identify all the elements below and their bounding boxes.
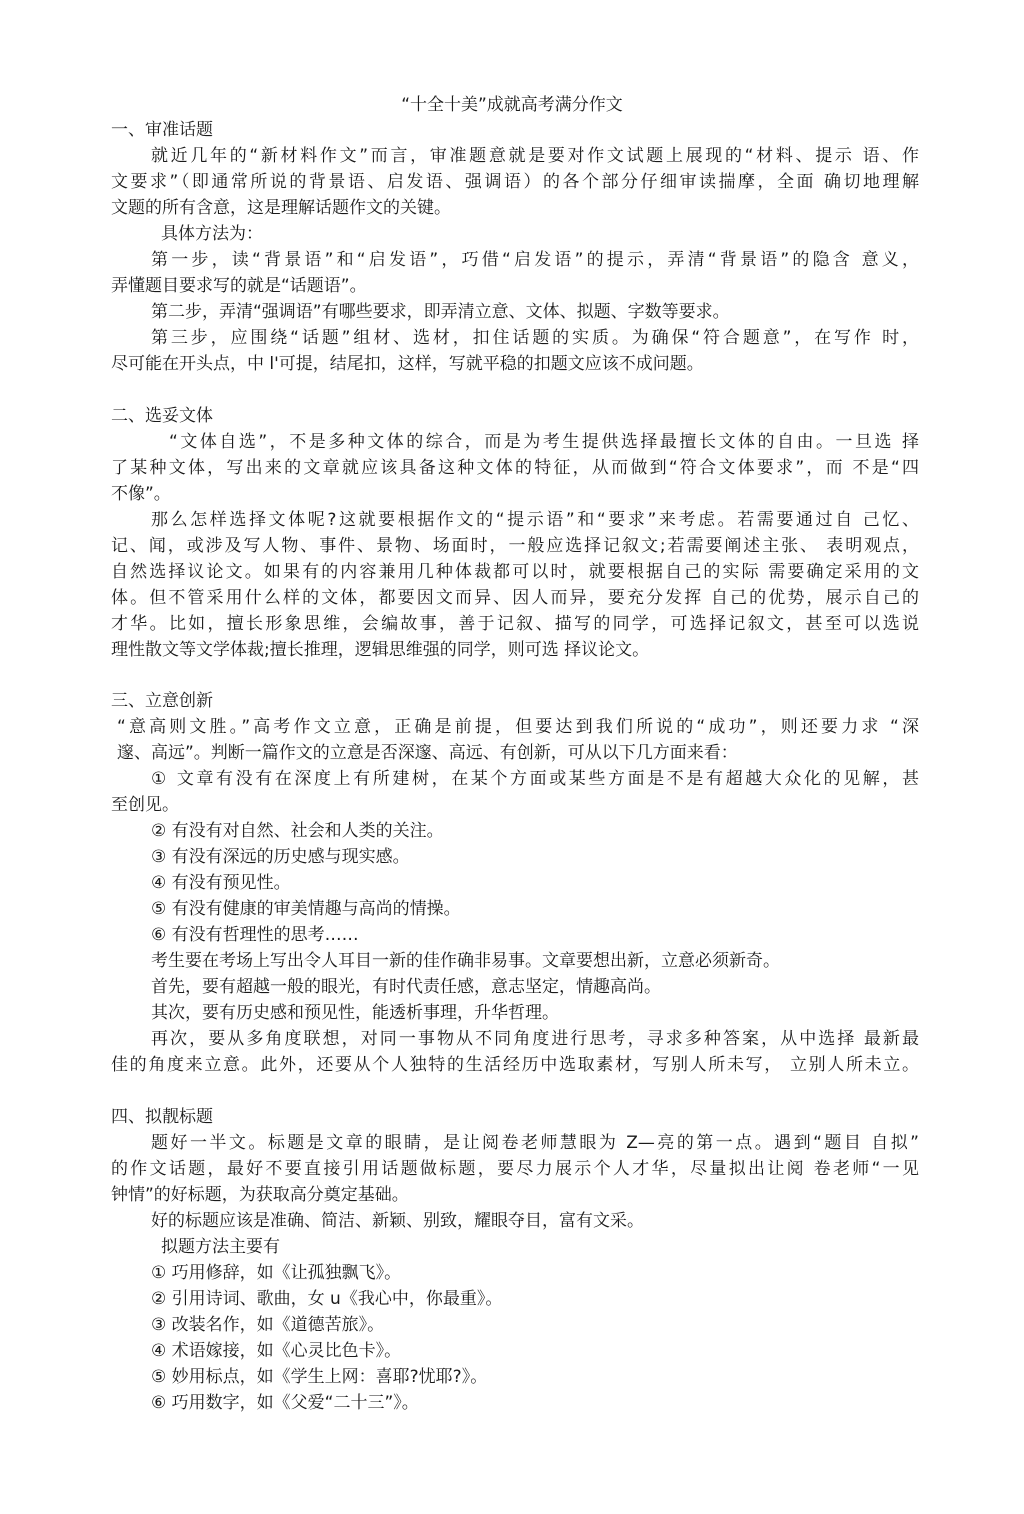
paragraph-line: 邃、高远”。判断一篇作文的立意是否深邃、高远、有创新，可从以下几方面来看：: [117, 743, 738, 763]
list-item: ⑤ 妙用标点，如《学生上网：喜耶?忧耶?》。: [151, 1367, 488, 1387]
paragraph-line: 第三步，应围绕“话题”组材、选材，扣住话题的实质。为确保“符合题意”，在写作 时，: [151, 328, 919, 348]
paragraph-line: 考生要在考场上写出令人耳目一新的佳作确非易事。文章要想出新，立意必须新奇。: [151, 951, 780, 971]
list-item: ④ 有没有预见性。: [151, 873, 291, 893]
paragraph-line: 拟题方法主要有: [161, 1237, 280, 1257]
paragraph-line: 自然选择议论文。如果有的内容兼用几种体裁都可以时，就要根据自己的实际 需要确定采用的文: [111, 562, 919, 582]
list-item: ⑥ 有没有哲理性的思考……: [151, 925, 359, 945]
paragraph-line: 佳的角度来立意。此外，还要从个人独特的生活经历中选取素材，写别人所未写， 立别人所未立。: [111, 1055, 919, 1075]
paragraph-line: 体。但不管采用什么样的文体，都要因文而异、因人而异，要充分发挥 自己的优势，展示自己的: [111, 588, 919, 608]
list-item: ③ 改装名作，如《道德苦旅》。: [151, 1315, 385, 1335]
section-heading-4: 四、拟靓标题: [111, 1107, 213, 1127]
list-item: ② 引用诗词、歌曲，女 u《我心中，你最重》。: [151, 1289, 503, 1309]
paragraph-line: 记、闻，或涉及写人物、事件、景物、场面时，一般应选择记叙文;若需要阐述主张、 表明观点，: [111, 536, 919, 556]
paragraph-line: 不像”。: [111, 484, 171, 504]
paragraph-line: 文要求”（即通常所说的背景语、启发语、强调语）的各个部分仔细审读揣摩，全面 确切地理解: [111, 172, 919, 192]
paragraph-line: 具体方法为：: [161, 224, 263, 244]
paragraph-line: 尽可能在开头点，中 l'可提，结尾扣，这样，写就平稳的扣题文应该不成问题。: [111, 354, 704, 374]
paragraph-line: 就近几年的“新材料作文”而言，审准题意就是要对作文试题上展现的“材料、提示 语、作: [151, 146, 919, 166]
paragraph-line: “文体自选”，不是多种文体的综合，而是为考生提供选择最擅长文体的自由。一旦选 择: [169, 432, 919, 452]
list-item: ④ 术语嫁接，如《心灵比色卡》。: [151, 1341, 402, 1361]
paragraph-line: 弄懂题目要求写的就是“话题语”。: [111, 276, 367, 296]
list-item: ② 有没有对自然、社会和人类的关注。: [151, 821, 444, 841]
list-item: ③ 有没有深远的历史感与现实感。: [151, 847, 410, 867]
paragraph-line: 才华。比如，擅长形象思维，会编故事，善于记叙、描写的同学，可选择记叙文，甚至可以选说: [111, 614, 919, 634]
paragraph-line: 的作文话题，最好不要直接引用话题做标题，要尽力展示个人才华，尽量拟出让阅 卷老师“一见: [111, 1159, 919, 1179]
section-heading-1: 一、审准话题: [111, 120, 213, 140]
paragraph-line: 了某种文体，写出来的文章就应该具备这种文体的特征，从而做到“符合文体要求”，而 不是“四: [111, 458, 919, 478]
paragraph-line: 其次，要有历史感和预见性，能透析事理，升华哲理。: [151, 1003, 559, 1023]
section-heading-3: 三、立意创新: [111, 691, 213, 711]
paragraph-line: 再次，要从多角度联想，对同一事物从不同角度进行思考，寻求多种答案，从中选择 最新最: [151, 1029, 919, 1049]
paragraph-line: 至创见。: [111, 795, 179, 815]
paragraph-line: ① 文章有没有在深度上有所建树，在某个方面或某些方面是不是有超越大众化的见解，甚: [151, 769, 919, 789]
paragraph-line: 钟情”的好标题，为获取高分奠定基础。: [111, 1185, 409, 1205]
list-item: ⑤ 有没有健康的审美情趣与高尚的情操。: [151, 899, 461, 919]
paragraph-line: 题好一半文。标题是文章的眼睛，是让阅卷老师慧眼为 Z—亮的第一点。遇到“题目 自拟”: [151, 1133, 919, 1153]
list-item: ① 巧用修辞，如《让孤独飘飞》。: [151, 1263, 402, 1283]
section-heading-2: 二、选妥文体: [111, 406, 213, 426]
page-title: “十全十美”成就高考满分作文: [401, 95, 623, 115]
paragraph-line: 首先，要有超越一般的眼光，有时代责任感，意志坚定，情趣高尚。: [151, 977, 661, 997]
paragraph-line: 第一步，读“背景语”和“启发语”，巧借“启发语”的提示，弄清“背景语”的隐含 意义，: [151, 250, 919, 270]
paragraph-line: 文题的所有含意，这是理解话题作文的关键。: [111, 198, 451, 218]
paragraph-line: 第二步，弄清“强调语”有哪些要求，即弄清立意、文体、拟题、字数等要求。: [151, 302, 730, 322]
paragraph-line: 那么怎样选择文体呢?这就要根据作文的“提示语”和“要求”来考虑。若需要通过自 己忆、: [151, 510, 919, 530]
paragraph-line: 理性散文等文学体裁;擅长推理，逻辑思维强的同学，则可选 择议论文。: [111, 640, 650, 660]
list-item: ⑥ 巧用数字，如《父爱“二十三”》。: [151, 1393, 419, 1413]
paragraph-line: 好的标题应该是准确、简洁、新颖、别致，耀眼夺目，富有文采。: [151, 1211, 644, 1231]
paragraph-line: “意高则文胜。”高考作文立意，正确是前提，但要达到我们所说的“成功”，则还要力求 “深: [117, 717, 919, 737]
